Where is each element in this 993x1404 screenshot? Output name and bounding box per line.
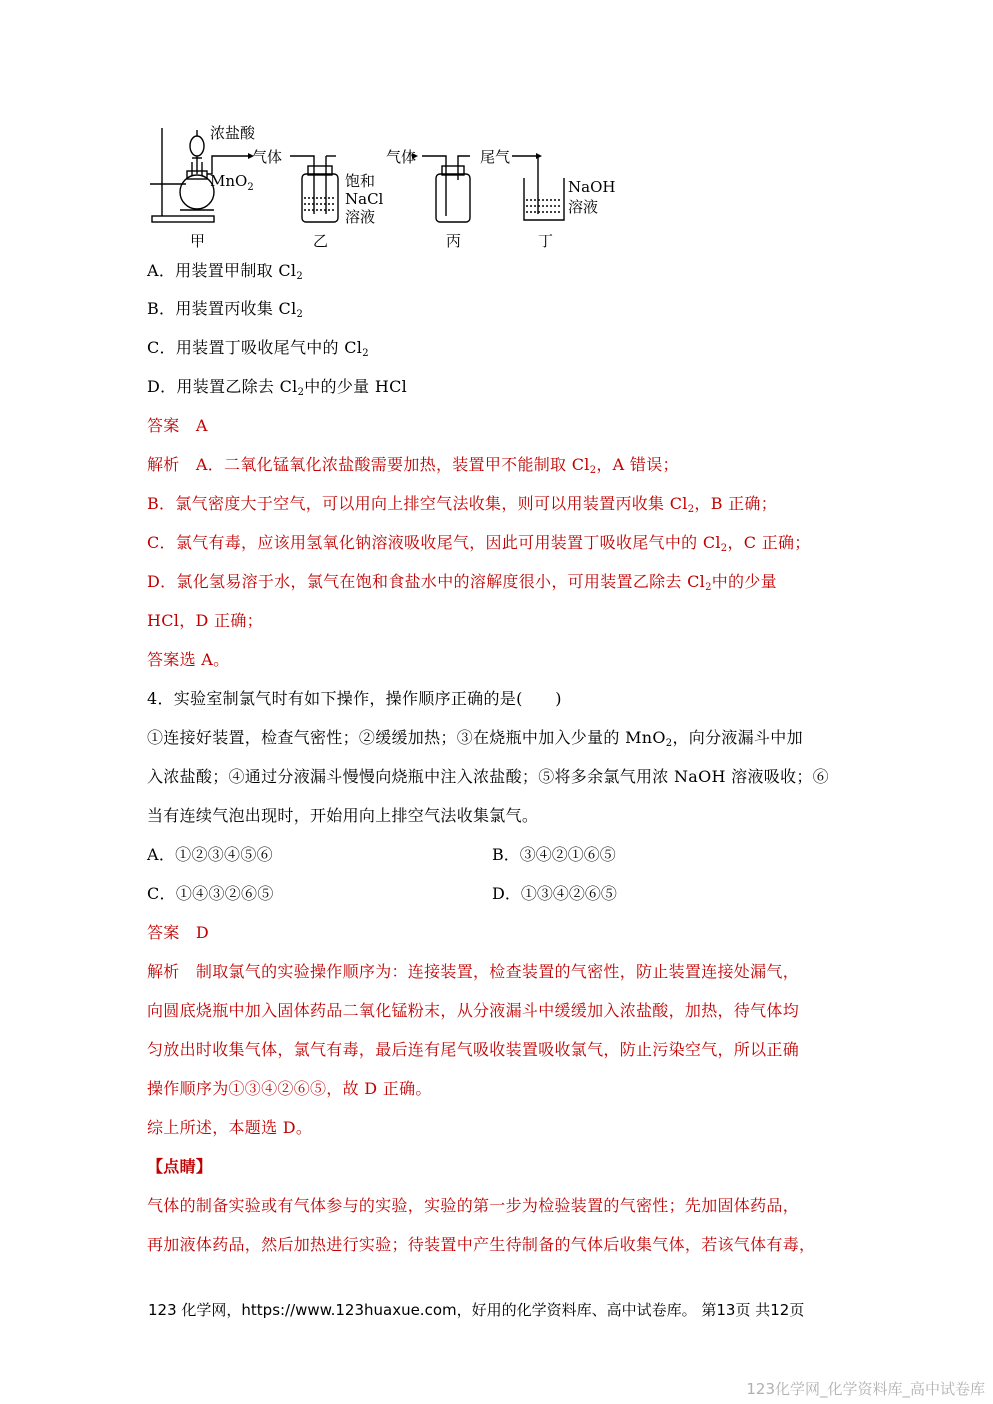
q3-option-c: C．用装置丁吸收尾气中的 $Cl_2$: [147, 338, 369, 359]
label-solution-2: 溶液: [568, 198, 599, 216]
collection-bottle: [436, 174, 470, 222]
q4-analysis-3: 匀放出时收集气体，氯气有毒，最后连有尾气吸收装置吸收氯气，防止污染空气，所以正确: [147, 1040, 800, 1059]
tip-line-2: 再加液体药品，然后加热进行实验；待装置中产生待制备的气体后收集气体，若该气体有毒，: [147, 1235, 816, 1254]
label-jia: 甲: [190, 232, 206, 250]
label-mno2: MnO$_2$: [210, 172, 254, 193]
q3-analysis-3: C．氯气有毒，应该用氢氧化钠溶液吸收尾气，因此可用装置丁吸收尾气中的 $Cl_2$，C 正确；: [147, 533, 811, 554]
q4-answer: 答案 D: [147, 923, 210, 942]
q3-analysis-5: HCl，D 正确；: [147, 611, 263, 630]
q4-option-c: C．①④③②⑥⑤: [147, 884, 274, 903]
q3-answer: 答案 A: [147, 416, 208, 435]
beaker: [524, 178, 564, 220]
separatory-funnel: [190, 136, 204, 156]
q3-option-a: A．用装置甲制取 $Cl_2$: [147, 261, 303, 282]
label-nacl: NaCl: [345, 190, 384, 208]
q3-option-d: D．用装置乙除去 $Cl_2$中的少量 HCl: [147, 377, 408, 398]
q4-option-d: D．①③④②⑥⑤: [492, 884, 617, 903]
watermark: 123化学网_化学资料库_高中试卷库: [746, 1380, 985, 1398]
label-naoh: NaOH: [568, 178, 616, 196]
label-yi: 乙: [313, 232, 329, 250]
apparatus-diagram: [140, 118, 640, 258]
q3-analysis-2: B．氯气密度大于空气，可以用向上排空气法收集，则可以用装置丙收集 $Cl_2$，B 正确；: [147, 494, 778, 515]
label-tail-gas: 尾气: [480, 148, 511, 166]
q4-analysis-4: 操作顺序为①③④②⑥⑤，故 D 正确。: [147, 1079, 432, 1098]
label-ding: 丁: [538, 232, 554, 250]
q3-analysis-1: 解析 A．二氧化锰氧化浓盐酸需要加热，装置甲不能制取 $Cl_2$，A 错误；: [147, 455, 679, 476]
stand-base: [152, 216, 214, 222]
label-conc-hcl: 浓盐酸: [210, 124, 256, 142]
q4-stem: 4．实验室制氯气时有如下操作，操作顺序正确的是( ): [147, 689, 562, 708]
q4-analysis-1: 解析 制取氯气的实验操作顺序为：连接装置，检查装置的气密性，防止装置连接处漏气，: [147, 962, 800, 981]
q3-final-answer: 答案选 A。: [147, 650, 230, 669]
label-solution-1: 溶液: [345, 208, 376, 226]
page-footer: 123 化学网，https://www.123huaxue.com，好用的化学资料库、高中试卷库。 第13页 共12页: [148, 1301, 805, 1319]
q4-body-3: 当有连续气泡出现时，开始用向上排空气法收集氯气。: [147, 806, 539, 825]
q3-option-b: B．用装置丙收集 $Cl_2$: [147, 299, 304, 320]
q4-analysis-2: 向圆底烧瓶中加入固体药品二氧化锰粉末，从分液漏斗中缓缓加入浓盐酸，加热，待气体均: [147, 1001, 800, 1020]
q4-option-b: B．③④②①⑥⑤: [492, 845, 616, 864]
q4-body-1: ①连接好装置，检查气密性；②缓缓加热；③在烧瓶中加入少量的 MnO$_2$，向分液漏斗中加: [147, 728, 803, 749]
q4-summary: 综上所述，本题选 D。: [147, 1118, 313, 1137]
label-gas-1: 气体: [252, 148, 283, 166]
label-saturated: 饱和: [345, 172, 376, 190]
label-bing: 丙: [446, 232, 462, 250]
q3-analysis-4: D．氯化氢易溶于水，氯气在饱和食盐水中的溶解度很小，可用装置乙除去 $Cl_2$中的少量: [147, 572, 777, 593]
q4-option-a: A．①②③④⑤⑥: [147, 845, 273, 864]
tip-line-1: 气体的制备实验或有气体参与的实验，实验的第一步为检验装置的气密性；先加固体药品，: [147, 1196, 800, 1215]
round-flask: [180, 175, 214, 209]
q4-body-2: 入浓盐酸；④通过分液漏斗慢慢向烧瓶中注入浓盐酸；⑤将多余氯气用浓 NaOH 溶液吸收；⑥: [147, 767, 829, 786]
label-gas-2: 气体: [386, 148, 417, 166]
tip-title: 【点睛】: [147, 1157, 213, 1176]
